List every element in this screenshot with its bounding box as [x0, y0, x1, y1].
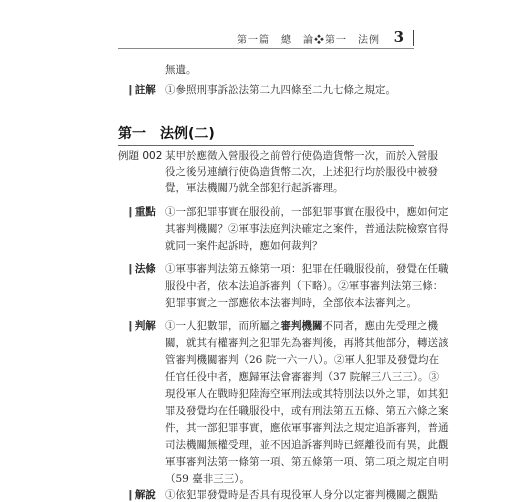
case-emphasis: 審判機關	[280, 320, 323, 332]
case-line: 管審判機關審判（26 院一六一八）。②軍人犯罪及發覺均在	[165, 354, 439, 366]
page-number: 3	[393, 28, 404, 46]
explain-label: ❙解說	[126, 489, 156, 501]
case-line: 關，就其有權審判之犯罪先為審判後，再將其他部分，轉送該	[165, 337, 449, 349]
running-header	[0, 28, 520, 48]
case-line: 罪及發覺均在任職服役中，或有刑法第五五條、第五六條之案	[165, 405, 449, 417]
case-line: 任官任役中者，應歸軍法會審審判（37 院解三八三三）。③	[165, 371, 439, 383]
header-divider	[413, 30, 414, 46]
explain-line: ①依犯罪發覺時是否具有現役軍人身分以定審判機關之觀點	[165, 489, 438, 501]
points-line: ①一部犯罪事實在服役前，一部犯罪事實在服役中，應如何定	[165, 206, 449, 218]
continued-text: 無遺。	[165, 64, 197, 76]
points-line: 其審判機關？②軍事法庭判決確定之案件，普通法院檢察官得	[165, 223, 449, 235]
case-line: 司法機關無權受理，並不因追訴審判時已經離役而有異，此觀	[165, 439, 449, 451]
section-rule	[118, 145, 414, 146]
case-line: 軍事審判法第一條第一項、第五條第一項、第二項之規定自明	[165, 456, 449, 468]
section-title: 第一 法例(二)	[118, 126, 215, 142]
law-line: 服役中者，依本法追訴審判（下略）。②軍事審判法第三條：	[165, 280, 444, 292]
case-line: （59 臺非三三）。	[165, 473, 250, 485]
header-rule	[118, 48, 414, 49]
law-label: ❙法條	[126, 263, 156, 275]
case-line: 件，其一部犯罪事實，應依軍事審判法之規定追訴審判，普通	[165, 422, 449, 434]
example-label: 例題 002	[118, 150, 163, 162]
case-line: ①一人犯數罪，而所屬之審判機關不同者，應由先受理之機	[165, 320, 438, 332]
note-text: ①參照刑事訴訟法第二九四條至二九七條之規定。	[165, 84, 396, 96]
case-line: 現役軍人在戰時犯陸海空軍刑法或其特別法以外之罪，如其犯	[165, 388, 449, 400]
law-line: ①軍事審判法第五條第一項：犯罪在任職服役前，發覺在任職	[165, 263, 449, 275]
points-line: 就同一案件起訴時，應如何裁判？	[165, 240, 323, 252]
note-label: ❙註解	[126, 84, 156, 96]
example-line: 覺，軍法機關乃就全部犯行起訴審理。	[165, 182, 344, 194]
case-label: ❙判解	[126, 320, 156, 332]
example-line: 役之後另連續行使偽造貨幣二次，上述犯行均於服役中被發	[165, 166, 438, 178]
running-title: 第一篇 總 論❖第一 法例	[237, 35, 380, 46]
law-line: 犯罪事實之一部應依本法審判時，全部依本法審判之。	[165, 297, 417, 309]
points-label: ❙重點	[126, 206, 156, 218]
example-line: 某甲於應徵入營服役之前曾行使偽造貨幣一次，而於入營服	[165, 150, 438, 162]
